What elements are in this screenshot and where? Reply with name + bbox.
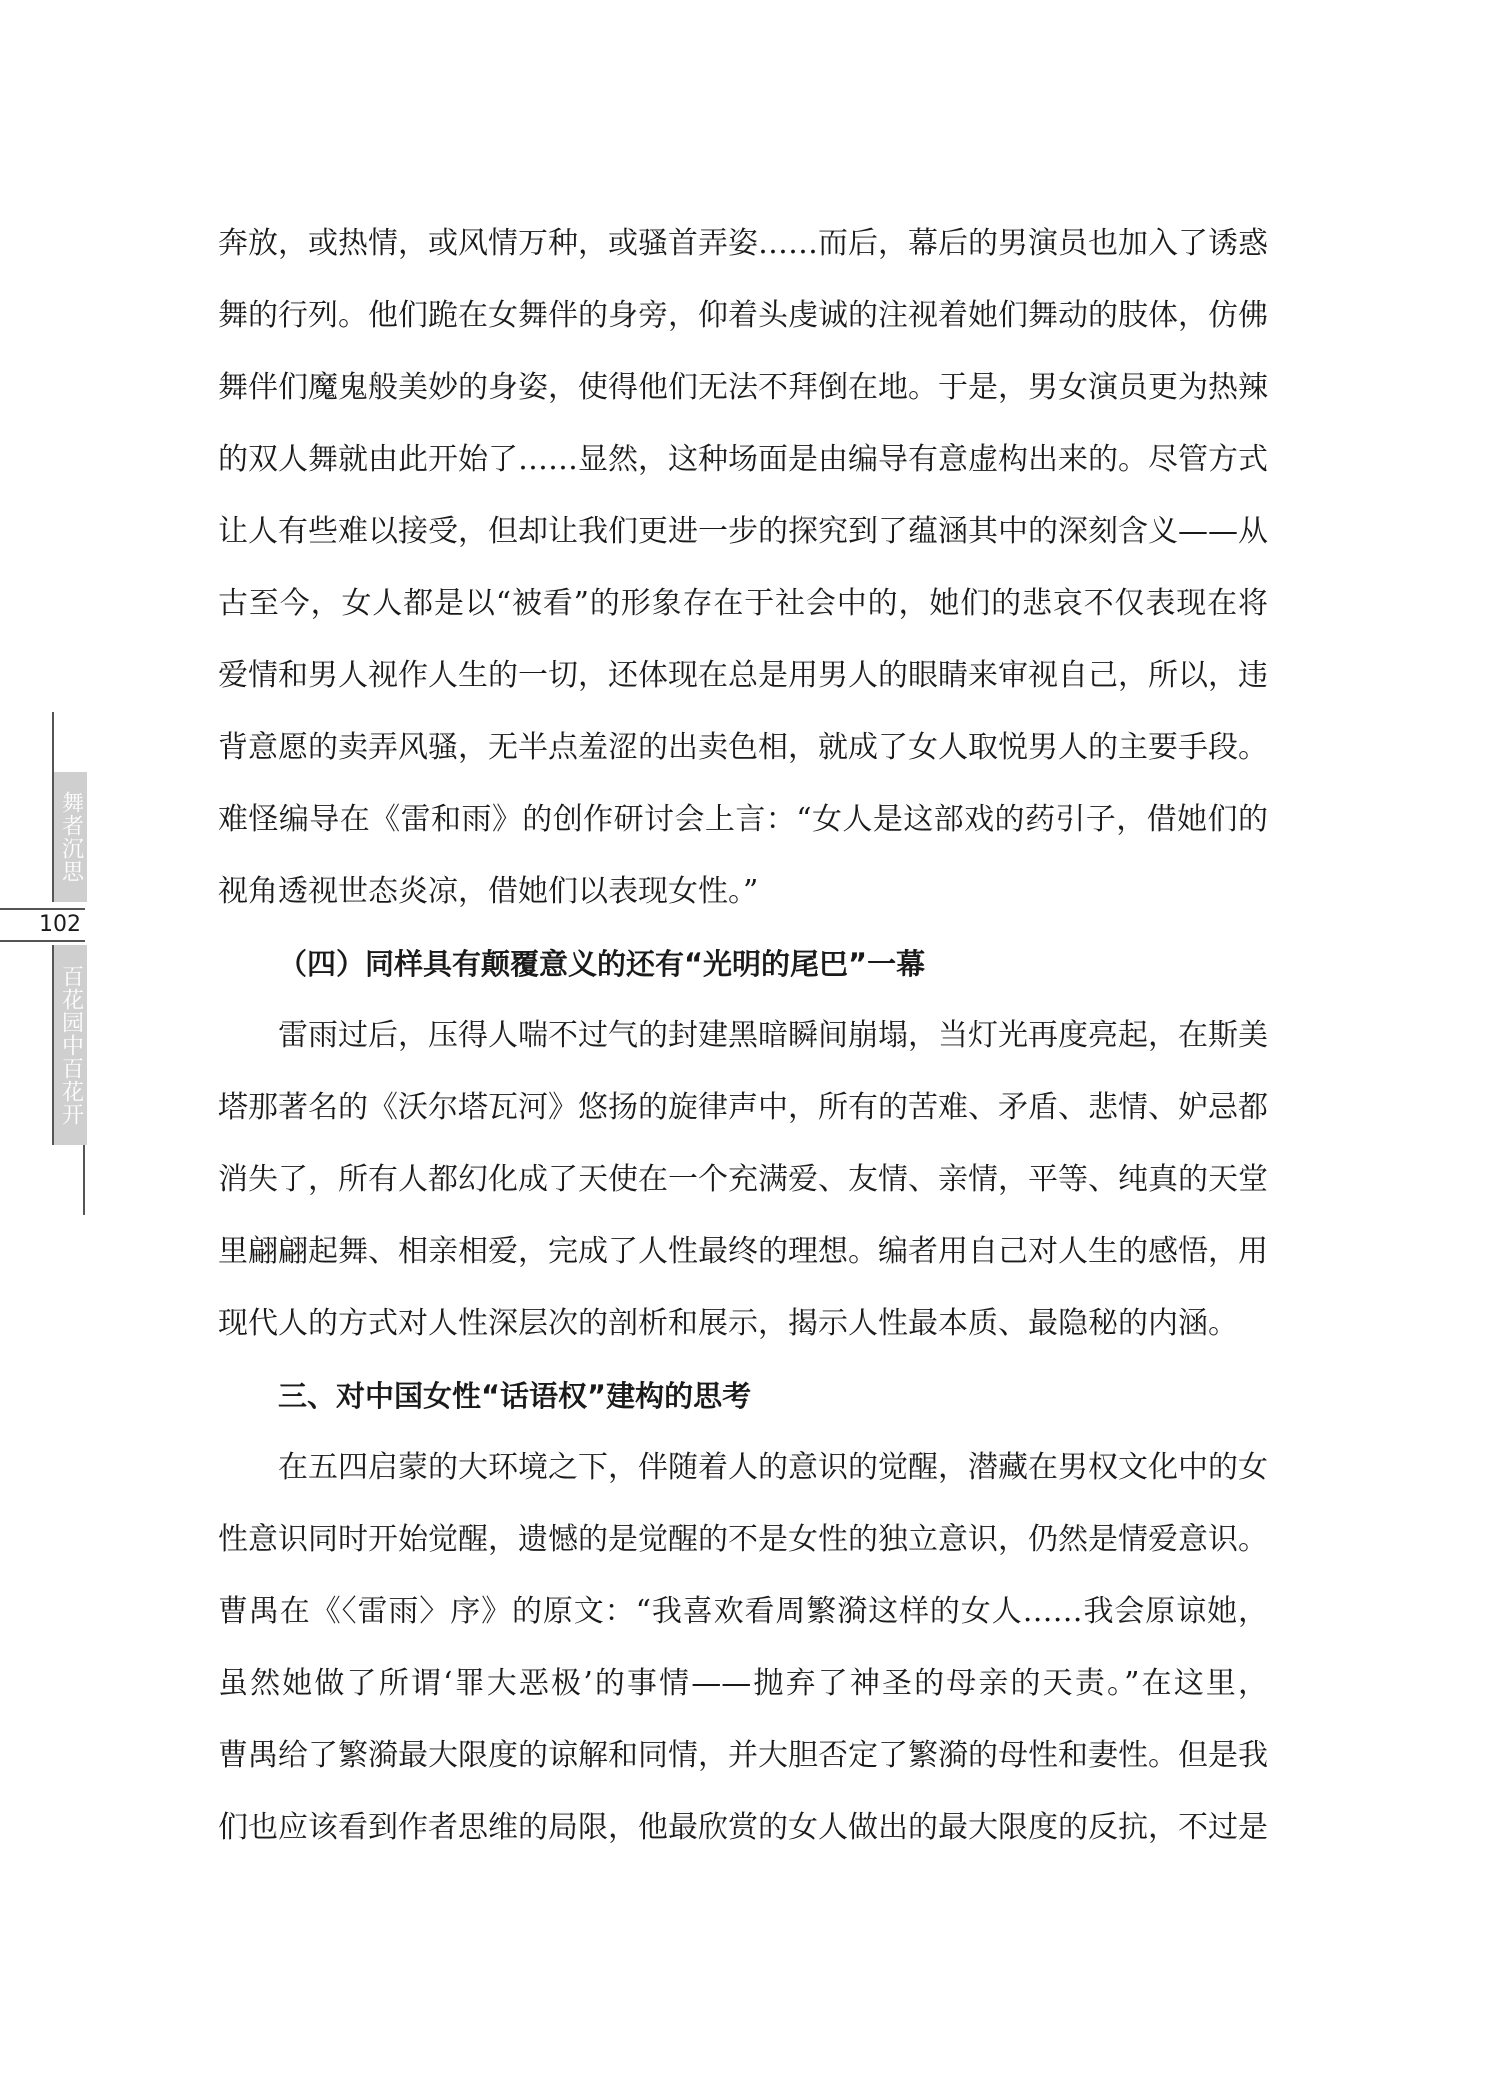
paragraph-line: 让人有些难以接受，但却让我们更进一步的探究到了蕴涵其中的深刻含义——从 [218,514,1268,549]
paragraph-line: 塔那著名的《沃尔塔瓦河》悠扬的旋律声中，所有的苦难、矛盾、悲情、妒忌都 [218,1090,1268,1125]
paragraph-line: 背意愿的卖弄风骚，无半点羞涩的出卖色相，就成了女人取悦男人的主要手段。 [218,730,1268,765]
side-tab-upper [52,772,87,902]
side-tab-upper-label: 舞者沉思 [58,791,84,883]
paragraph-line: 曹禺给了繁漪最大限度的谅解和同情，并大胆否定了繁漪的母性和妻性。但是我 [218,1738,1268,1773]
section-heading: 三、对中国女性“话语权”建构的思考 [278,1379,752,1413]
paragraph-line: 舞伴们魔鬼般美妙的身姿，使得他们无法不拜倒在地。于是，男女演员更为热辣 [218,370,1268,405]
paragraph-line: 爱情和男人视作人生的一切，还体现在总是用男人的眼睛来审视自己，所以，违 [218,658,1268,693]
page-number-box [0,908,85,942]
paragraph-line: 难怪编导在《雷和雨》的创作研讨会上言：“女人是这部戏的药引子，借她们的 [218,802,1268,837]
body-text [218,208,1268,1864]
paragraph-line: 奔放，或热情，或风情万种，或骚首弄姿……而后，幕后的男演员也加入了诱惑 [218,226,1268,261]
side-tab-rule-bottom [83,1145,85,1215]
paragraph-line: 在五四启蒙的大环境之下，伴随着人的意识的觉醒，潜藏在男权文化中的女 [278,1450,1268,1485]
paragraph-line: 虽然她做了所谓‘罪大恶极’的事情——抛弃了神圣的母亲的天责。”在这里， [218,1666,1268,1701]
paragraph-line: 舞的行列。他们跪在女舞伴的身旁，仰着头虔诚的注视着她们舞动的肢体，仿佛 [218,298,1268,333]
paragraph-line: 里翩翩起舞、相亲相爱，完成了人性最终的理想。编者用自己对人生的感悟，用 [218,1234,1268,1269]
subsection-heading: （四）同样具有颠覆意义的还有“光明的尾巴”一幕 [278,947,926,981]
page-number: 102 [39,912,81,937]
paragraph-line: 消失了，所有人都幻化成了天使在一个充满爱、友情、亲情，平等、纯真的天堂 [218,1162,1268,1197]
paragraph-line: 现代人的方式对人性深层次的剖析和展示，揭示人性最本质、最隐秘的内涵。 [218,1306,1238,1341]
paragraph-line: 性意识同时开始觉醒，遗憾的是觉醒的不是女性的独立意识，仍然是情爱意识。 [218,1522,1268,1557]
paragraph-line: 们也应该看到作者思维的局限，他最欣赏的女人做出的最大限度的反抗，不过是 [218,1810,1268,1845]
paragraph-line: 曹禺在《〈雷雨〉序》的原文：“我喜欢看周繁漪这样的女人……我会原谅她， [218,1594,1268,1629]
paragraph-line: 雷雨过后，压得人喘不过气的封建黑暗瞬间崩塌，当灯光再度亮起，在斯美 [278,1018,1268,1053]
paragraph-line: 古至今，女人都是以“被看”的形象存在于社会中的，她们的悲哀不仅表现在将 [218,586,1268,621]
paragraph-line: 视角透视世态炎凉，借她们以表现女性。” [218,874,759,909]
side-tab-lower [52,945,87,1145]
paragraph-line: 的双人舞就由此开始了……显然，这种场面是由编导有意虚构出来的。尽管方式 [218,442,1268,477]
side-tab-lower-label: 百花园中百花开 [58,964,84,1126]
